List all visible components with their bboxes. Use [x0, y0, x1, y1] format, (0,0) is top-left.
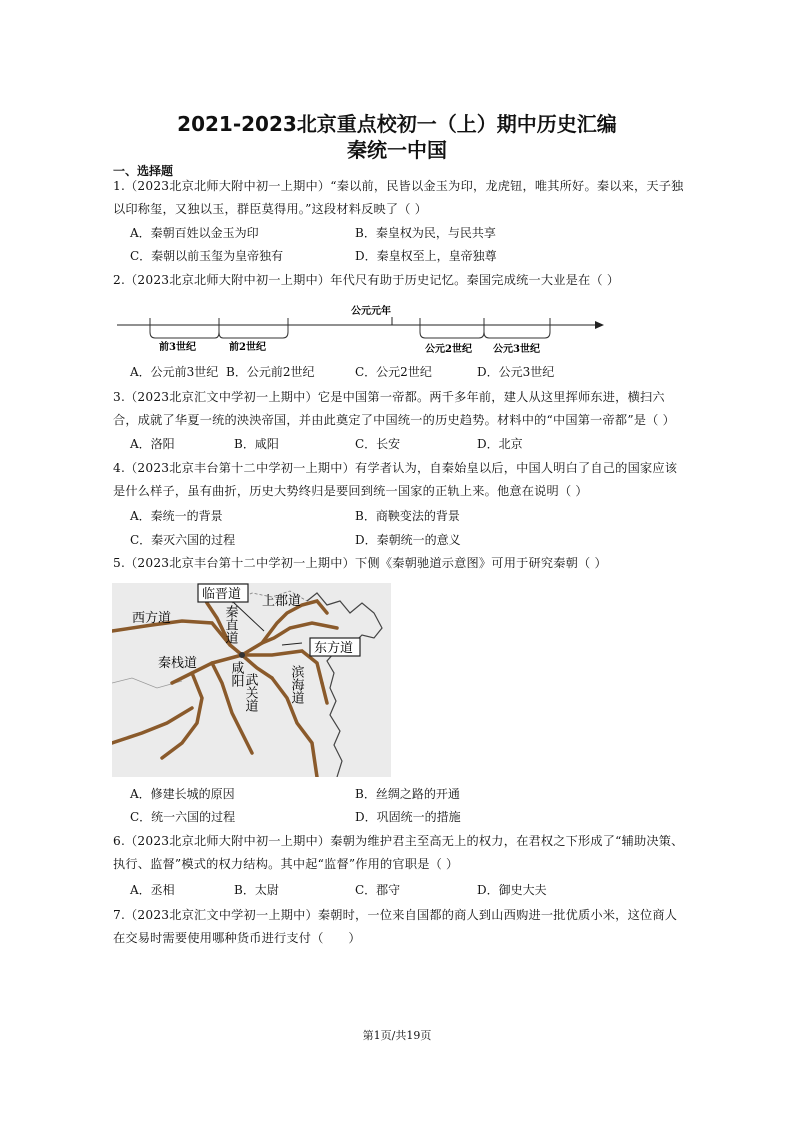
q5-option-d: D．巩固统一的措施 — [355, 810, 461, 824]
q2-option-b: B．公元前2世纪 — [226, 365, 315, 379]
q2-option-d: D．公元3世纪 — [477, 365, 555, 379]
question-5-stem: 5.（2023北京丰台第十二中学初一上期中）下侧《秦朝驰道示意图》可用于研究秦朝（ ） — [113, 556, 607, 570]
map-label-binhai: 滨海道 — [288, 665, 304, 704]
map-label-qinzhi: 秦直道 — [222, 605, 238, 644]
map-label-wuguan: 武关道 — [242, 673, 258, 712]
q3-option-b: B．咸阳 — [234, 437, 279, 451]
document-subtitle: 秦统一中国 — [347, 138, 447, 162]
map-label-qinzhan: 秦栈道 — [158, 656, 198, 671]
map-label-xianyang: 咸阳 — [228, 661, 244, 687]
q3-option-d: D．北京 — [477, 437, 523, 451]
q4-option-c: C．秦灭六国的过程 — [130, 533, 236, 547]
q6-option-b: B．太尉 — [234, 883, 279, 897]
timeline-figure — [115, 298, 605, 358]
qin-roads-map — [112, 583, 391, 777]
q3-option-a: A．洛阳 — [130, 437, 175, 451]
section-heading: 一、选择题 — [113, 164, 174, 178]
document-title: 2021-2023北京重点校初一（上）期中历史汇编 — [177, 112, 617, 136]
page-footer: 第1页/共19页 — [362, 1029, 432, 1042]
map-label-qinzhi-group — [223, 605, 239, 644]
question-7-stem: 7.（2023北京汇文中学初一上期中）秦朝时，一位来自国都的商人到山西购进一批优质小米，这位商人在交易时需要使用哪种货币进行支付（ ） — [113, 908, 678, 945]
q4-option-a: A．秦统一的背景 — [130, 509, 223, 523]
q4-option-b: B．商鞅变法的背景 — [355, 509, 460, 523]
q6-option-c: C．郡守 — [355, 883, 401, 897]
timeline-label-3bc: 前3世纪 — [159, 342, 196, 353]
timeline-label-2ad: 公元2世纪 — [425, 344, 472, 355]
q1-option-a: A．秦朝百姓以金玉为印 — [130, 226, 259, 240]
q1-option-c: C．秦朝以前玉玺为皇帝独有 — [130, 249, 284, 263]
q3-option-c: C．长安 — [355, 437, 401, 451]
question-3-stem: 3.（2023北京汇文中学初一上期中）它是中国第一帝都。两千多年前，建人从这里挥师东进，横扫六合，成就了华夏一统的泱泱帝国，并由此奠定了中国统一的历史趋势。材料中的“中国第一帝都”是（ ） — [113, 390, 675, 427]
timeline-label-3ad: 公元3世纪 — [493, 344, 540, 355]
q6-option-d: D．御史大夫 — [477, 883, 547, 897]
q5-option-c: C．统一六国的过程 — [130, 810, 236, 824]
q5-option-b: B．丝绸之路的开通 — [355, 787, 460, 801]
question-6-stem: 6.（2023北京北师大附中初一上期中）秦朝为维护君主至高无上的权力，在君权之下形成了“辅助决策、执行、监督”模式的权力结构。其中起“监督”作用的官职是（ ） — [113, 834, 684, 871]
map-label-dongfang: 东方道 — [314, 641, 354, 656]
question-2-stem: 2.（2023北京北师大附中初一上期中）年代尺有助于历史记忆。秦国完成统一大业是在（ ） — [113, 273, 620, 287]
q2-option-a: A．公元前3世纪 — [130, 365, 219, 379]
question-1-stem: 1.（2023北京北师大附中初一上期中）“秦以前，民皆以金玉为印，龙虎钮，唯其所好。秦以来，天子独以印称玺，又独以玉，群臣莫得用。”这段材料反映了（ ） — [113, 179, 684, 216]
map-label-xifang: 西方道 — [132, 611, 172, 626]
map-label-shangjun: 上郡道 — [262, 594, 302, 609]
q1-option-d: D．秦皇权至上，皇帝独尊 — [355, 249, 497, 263]
q5-option-a: A．修建长城的原因 — [130, 787, 235, 801]
map-label-linjin: 临晋道 — [202, 587, 242, 602]
timeline-label-2bc: 前2世纪 — [229, 342, 266, 353]
q1-option-b: B．秦皇权为民，与民共享 — [355, 226, 496, 240]
timeline-era-label: 公元元年 — [351, 306, 391, 317]
q6-option-a: A．丞相 — [130, 883, 175, 897]
q2-option-c: C．公元2世纪 — [355, 365, 432, 379]
question-4-stem: 4.（2023北京丰台第十二中学初一上期中）有学者认为，自秦始皇以后，中国人明白了自己的国家应该是什么样子，虽有曲折，历史大势终归是要回到统一国家的正轨上来。他意在说明（ ） — [113, 461, 678, 498]
q4-option-d: D．秦朝统一的意义 — [355, 533, 461, 547]
